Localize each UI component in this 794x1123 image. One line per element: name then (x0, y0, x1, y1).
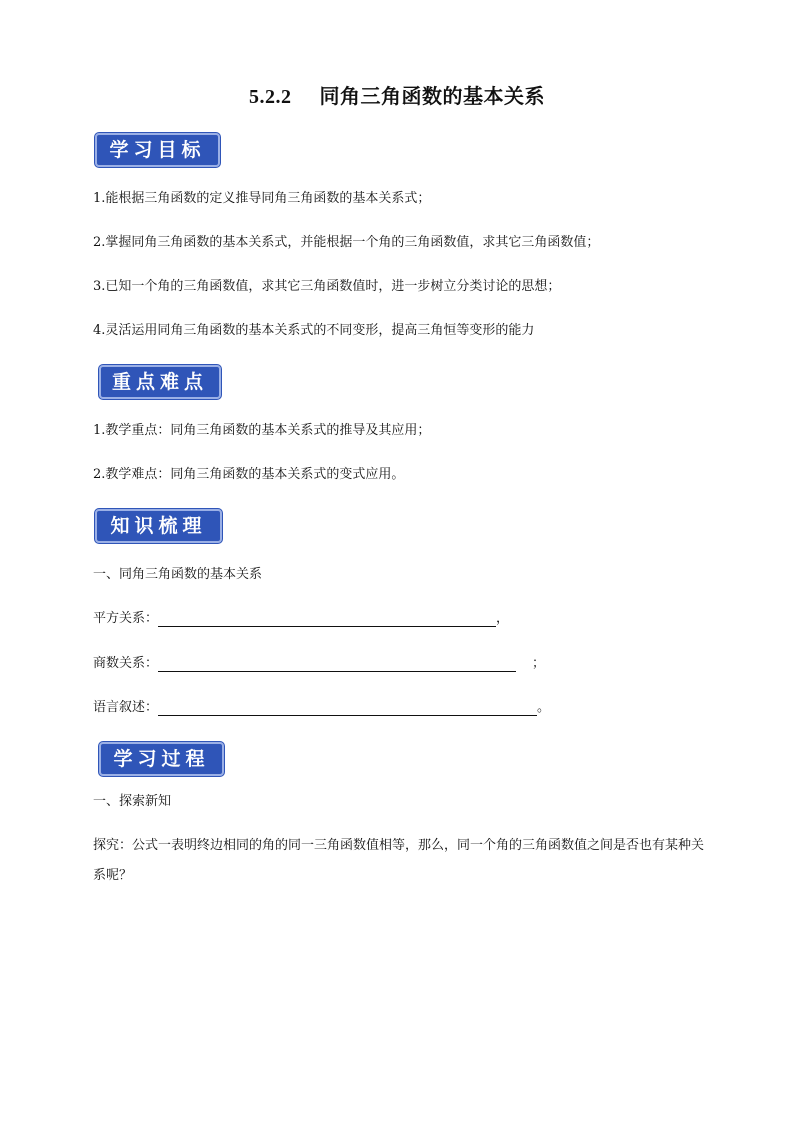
title-text: 同角三角函数的基本关系 (319, 84, 545, 108)
quotient-relation-label: 商数关系： (93, 656, 159, 671)
square-relation-label: 平方关系： (93, 611, 159, 626)
objectives-badge: 学习目标 (95, 133, 220, 167)
objective-1: 1.能根据三角函数的定义推导同角三角函数的基本关系式； (93, 191, 431, 206)
key-points-badge: 重点难点 (99, 365, 221, 399)
objective-2: 2.掌握同角三角函数的基本关系式，并能根据一个角的三角函数值，求其它三角函数值； (93, 235, 600, 250)
key-point-2: 2.教学难点：同角三角函数的基本关系式的变式应用。 (93, 467, 405, 482)
page-title (0, 80, 794, 109)
knowledge-heading: 一、同角三角函数的基本关系 (93, 567, 263, 582)
square-relation-row (93, 611, 509, 627)
process-heading: 一、探索新知 (93, 794, 172, 809)
key-point-1: 1.教学重点：同角三角函数的基本关系式的推导及其应用； (93, 423, 431, 438)
language-end: 。 (537, 700, 551, 715)
language-row (93, 700, 550, 716)
section-number: 5.2.2 (249, 86, 292, 108)
objective-4: 4.灵活运用同角三角函数的基本关系式的不同变形，提高三角恒等变形的能力 (93, 323, 535, 338)
language-label: 语言叙述： (93, 700, 159, 715)
quotient-relation-row (93, 656, 545, 672)
quotient-relation-end: ； (532, 656, 546, 671)
square-relation-end: ， (496, 611, 510, 626)
square-relation-blank[interactable] (158, 612, 496, 627)
process-badge: 学习过程 (99, 742, 224, 776)
knowledge-badge: 知识梳理 (95, 509, 222, 543)
quotient-relation-blank[interactable] (158, 657, 516, 672)
explore-paragraph: 探究：公式一表明终边相同的角的同一三角函数值相等，那么，同一个角的三角函数值之间是否也有某种关系呢？ (93, 838, 705, 883)
objective-3: 3.已知一个角的三角函数值，求其它三角函数值时，进一步树立分类讨论的思想； (93, 279, 561, 294)
language-blank[interactable] (158, 701, 537, 716)
